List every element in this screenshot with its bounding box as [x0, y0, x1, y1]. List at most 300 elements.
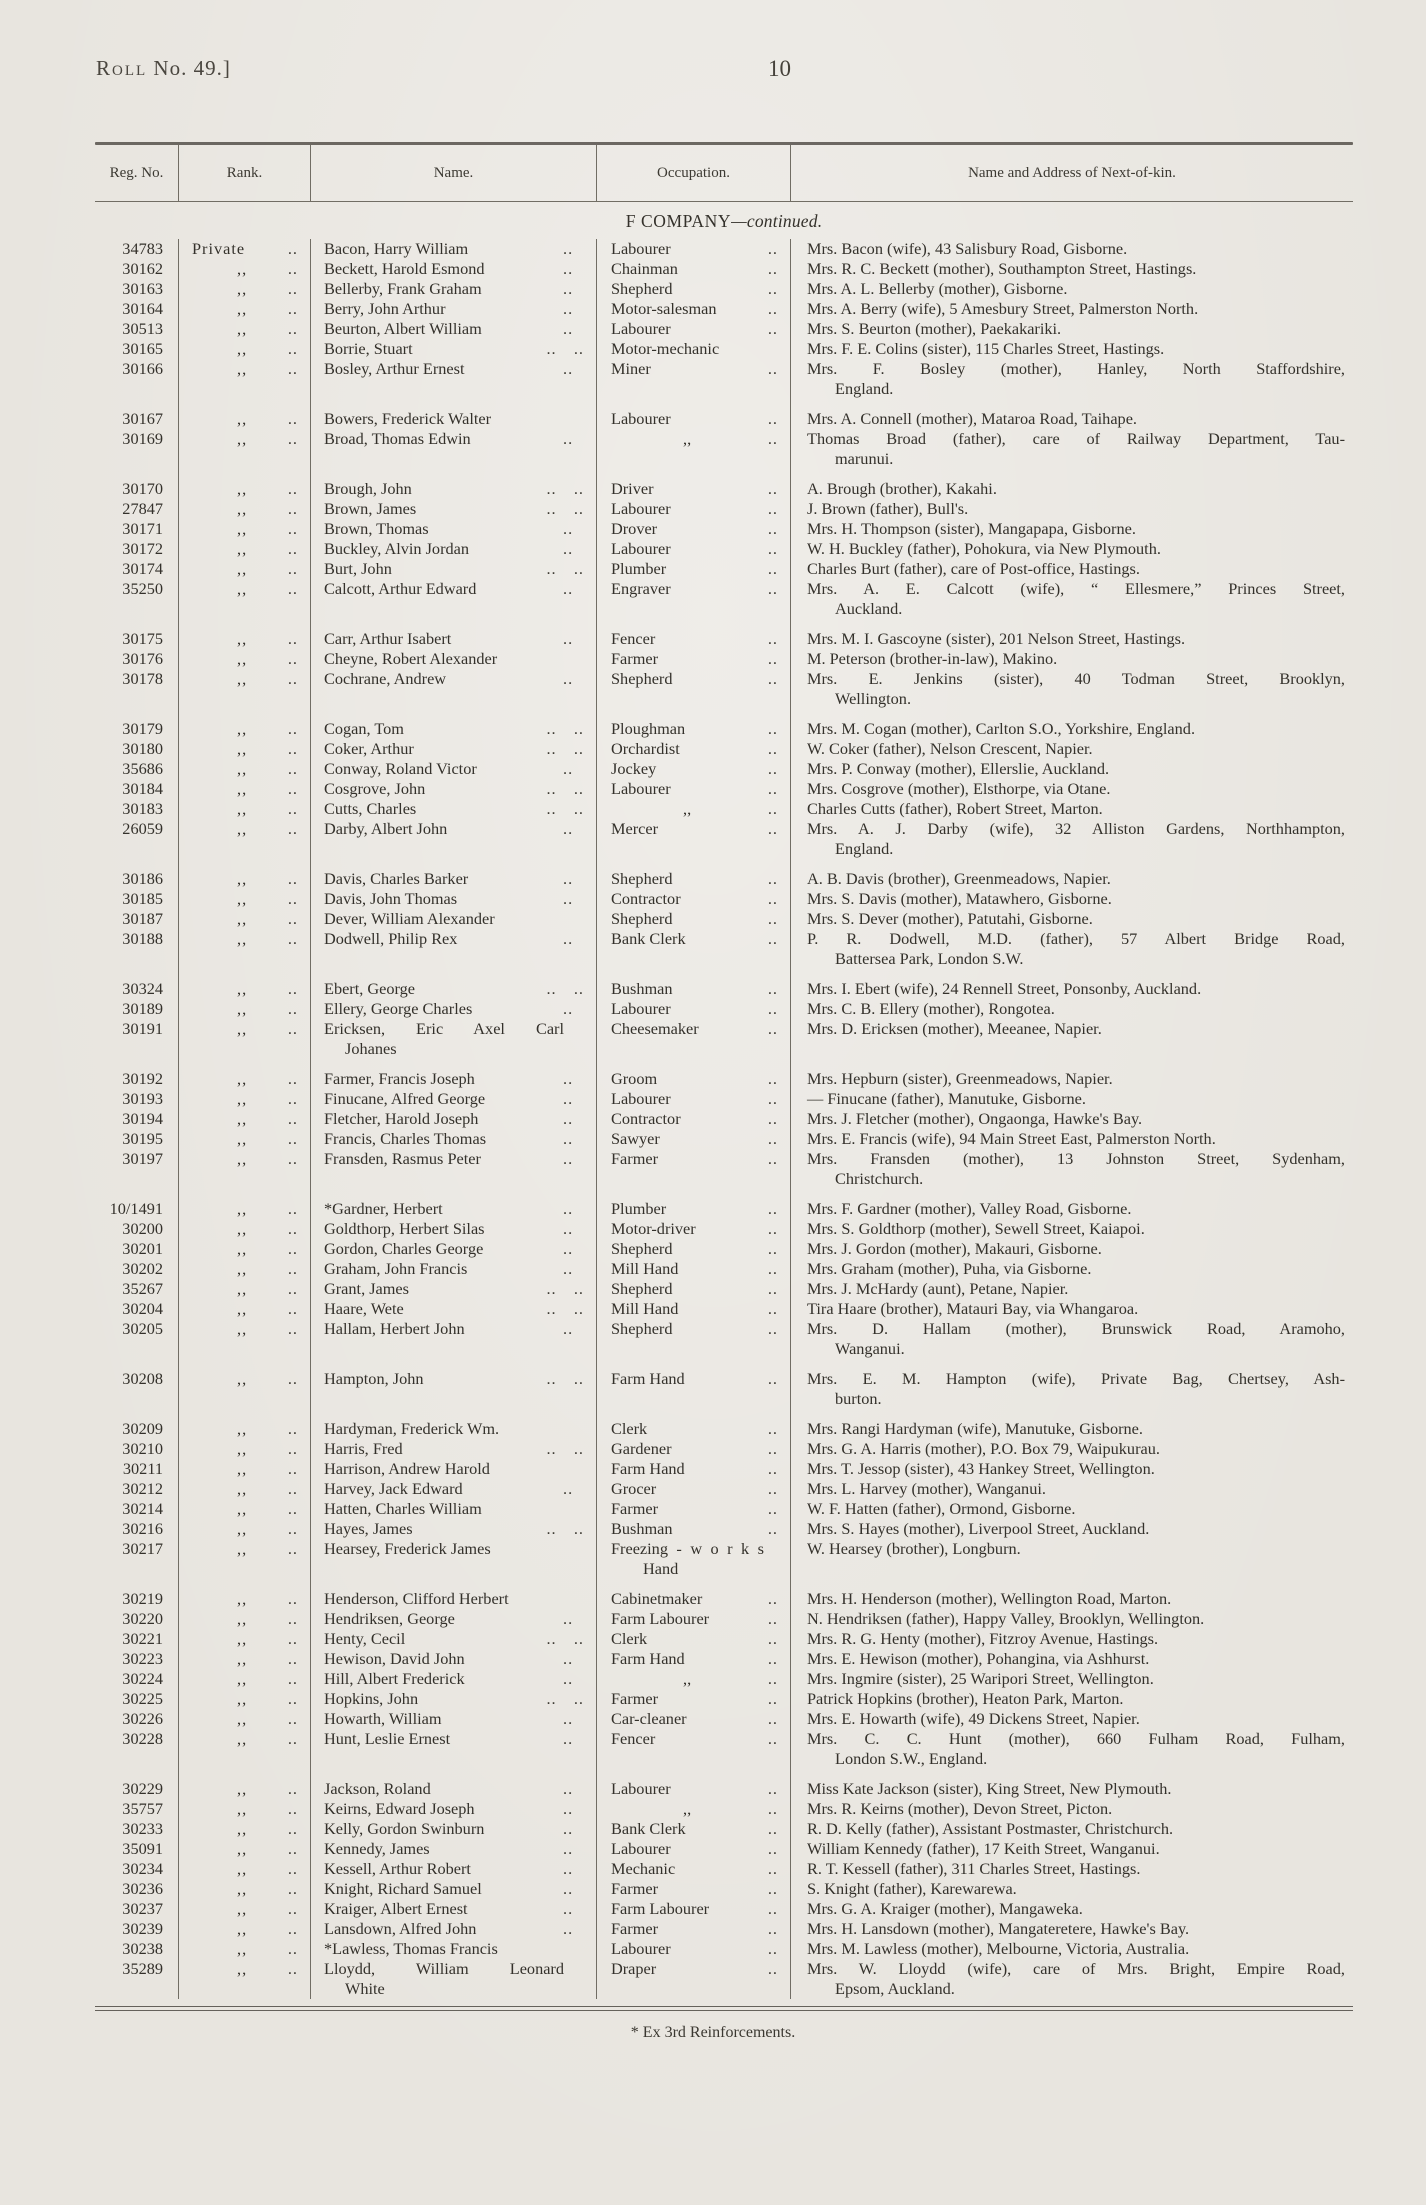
table-row — [95, 1149, 1353, 1189]
name-cell: Bacon, Harry William .. — [311, 239, 597, 259]
next-of-kin-text: Mrs. R. C. Beckett (mother), Southampton Street, Hastings. — [807, 259, 1197, 278]
leader-dots: .. — [767, 889, 778, 908]
next-of-kin-cell — [791, 1629, 1353, 1649]
rank-text: ,, — [237, 1459, 248, 1478]
name-cell — [311, 649, 597, 669]
next-of-kin-text: William Kennedy (father), 17 Keith Street, Wanganui. — [807, 1839, 1160, 1858]
name-cell — [311, 1689, 597, 1709]
rank-cell — [179, 579, 311, 619]
next-of-kin-text: Thomas Broad (father), care of Railway Department, Tau- — [807, 429, 1345, 448]
next-of-kin-cell — [791, 1479, 1353, 1499]
reg-no-cell: 30223 — [95, 1649, 179, 1669]
leader-dots: .. — [287, 1939, 298, 1958]
next-of-kin-text: Mrs. G. A. Harris (mother), P.O. Box 79, Waipukurau. — [807, 1439, 1160, 1458]
next-of-kin-cell — [791, 1959, 1353, 1999]
leader-dots: .. — [767, 279, 778, 298]
occupation-text: Shepherd — [611, 909, 673, 928]
next-of-kin-text: Mrs. A. Berry (wife), 5 Amesbury Street, Palmerston North. — [807, 299, 1199, 318]
occupation-text: Contractor — [611, 889, 681, 908]
next-of-kin-line2: England. — [835, 839, 894, 858]
table-row — [95, 1189, 1353, 1219]
reg-no-cell: 30170 — [95, 469, 179, 499]
next-of-kin-text: Mrs. Hepburn (sister), Greenmeadows, Napier. — [807, 1069, 1113, 1088]
next-of-kin-line2: England. — [835, 379, 894, 398]
occupation-cell — [597, 399, 791, 429]
name-cell: Davis, Charles Barker .. — [311, 859, 597, 889]
rank-text: ,, — [237, 1939, 248, 1958]
rank-cell — [179, 1839, 311, 1859]
name-cell — [311, 709, 597, 739]
next-of-kin-text: Mrs. S. Davis (mother), Matawhero, Gisborne. — [807, 889, 1112, 908]
name-text: Borrie, Stuart — [324, 339, 413, 358]
name-text: Knight, Richard Samuel — [324, 1879, 482, 1898]
leader-dots: .. — [287, 1089, 298, 1108]
occupation-text: Labourer — [611, 409, 671, 428]
next-of-kin-text: Mrs. W. Lloydd (wife), care of Mrs. Bright, Empire Road, — [807, 1959, 1345, 1978]
occupation-cell — [597, 239, 791, 259]
reg-no-cell: 30180 — [95, 739, 179, 759]
next-of-kin-text: Mrs. C. B. Ellery (mother), Rongotea. — [807, 999, 1055, 1018]
rank-text: ,, — [237, 1589, 248, 1608]
name-cell — [311, 1459, 597, 1479]
next-of-kin-text: Mrs. Rangi Hardyman (wife), Manutuke, Gisborne. — [807, 1419, 1143, 1438]
leader-dots: .. .. — [546, 1689, 584, 1708]
occupation-text: Ploughman — [611, 719, 686, 738]
next-of-kin-text: Mrs. J. Fletcher (mother), Ongaonga, Hawke's Bay. — [807, 1109, 1143, 1128]
leader-dots: .. — [287, 1219, 298, 1238]
rank-text: ,, — [237, 909, 248, 928]
occupation-cell — [597, 539, 791, 559]
table-row — [95, 1059, 1353, 1089]
name-cell — [311, 909, 597, 929]
occupation-cell — [597, 1459, 791, 1479]
reg-no-cell: 30228 — [95, 1729, 179, 1769]
leader-dots: .. .. — [546, 739, 584, 758]
next-of-kin-cell — [791, 1729, 1353, 1769]
occupation-cell — [597, 1109, 791, 1129]
rank-text: ,, — [237, 1899, 248, 1918]
occupation-cell — [597, 999, 791, 1019]
rank-cell — [179, 819, 311, 859]
name-text: Kraiger, Albert Ernest — [324, 1899, 468, 1918]
rank-text: ,, — [237, 339, 248, 358]
next-of-kin-cell — [791, 1459, 1353, 1479]
name-text: *Lawless, Thomas Francis — [324, 1939, 498, 1958]
leader-dots: .. — [287, 1499, 298, 1518]
occupation-cell — [597, 1919, 791, 1939]
table-row — [95, 1729, 1353, 1769]
leader-dots: .. — [767, 1899, 778, 1918]
leader-dots: .. .. — [546, 339, 584, 358]
name-text: Hopkins, John — [324, 1689, 419, 1708]
occupation-cell — [597, 1499, 791, 1519]
reg-no-cell: 30211 — [95, 1459, 179, 1479]
next-of-kin-cell — [791, 1519, 1353, 1539]
occupation-cell — [597, 649, 791, 669]
occupation-text: Farm Hand — [611, 1369, 685, 1388]
leader-dots: .. — [287, 759, 298, 778]
name-text: Henderson, Clifford Herbert — [324, 1589, 509, 1608]
name-text: Hunt, Leslie Ernest — [324, 1729, 451, 1748]
name-cell: Graham, John Francis .. — [311, 1259, 597, 1279]
name-text: Cosgrove, John — [324, 779, 426, 798]
occupation-cell — [597, 1149, 791, 1189]
leader-dots: .. .. — [546, 1279, 584, 1298]
reg-no-cell: 30210 — [95, 1439, 179, 1459]
leader-dots: .. .. — [546, 779, 584, 798]
reg-no-cell: 30204 — [95, 1299, 179, 1319]
leader-dots: .. — [287, 1729, 298, 1748]
name-cell: Kessell, Arthur Robert .. — [311, 1859, 597, 1879]
name-text: Brown, Thomas — [324, 519, 429, 538]
occupation-text: Motor-salesman — [611, 299, 717, 318]
next-of-kin-text: Mrs. E. M. Hampton (wife), Private Bag, Chertsey, Ash- — [807, 1369, 1345, 1388]
leader-dots: .. — [287, 559, 298, 578]
next-of-kin-cell — [791, 1859, 1353, 1879]
next-of-kin-cell — [791, 859, 1353, 889]
name-text: Beckett, Harold Esmond — [324, 259, 485, 278]
leader-dots: .. — [767, 1369, 778, 1388]
next-of-kin-text: — Finucane (father), Manutuke, Gisborne. — [807, 1089, 1086, 1108]
rank-cell — [179, 1629, 311, 1649]
rank-text: ,, — [237, 1479, 248, 1498]
table-row — [95, 1669, 1353, 1689]
reg-no-cell: 35757 — [95, 1799, 179, 1819]
leader-dots: .. — [287, 319, 298, 338]
table-row — [95, 1259, 1353, 1279]
rank-cell — [179, 1819, 311, 1839]
reg-no-cell: 30226 — [95, 1709, 179, 1729]
next-of-kin-cell — [791, 1879, 1353, 1899]
name-cell: Carr, Arthur Isabert .. — [311, 619, 597, 649]
occupation-cell — [597, 259, 791, 279]
next-of-kin-text: Mrs. F. Bosley (mother), Hanley, North Staffordshire, — [807, 359, 1345, 378]
name-cell: Beckett, Harold Esmond .. — [311, 259, 597, 279]
occupation-text: Labourer — [611, 1779, 671, 1798]
name-text: Calcott, Arthur Edward — [324, 579, 477, 598]
reg-no-cell: 30193 — [95, 1089, 179, 1109]
name-text: Cogan, Tom — [324, 719, 404, 738]
name-cell — [311, 1629, 597, 1649]
company-name: F COMPANY — [625, 211, 732, 231]
leader-dots: .. — [767, 799, 778, 818]
leader-dots: .. — [767, 629, 778, 648]
occupation-text: Bushman — [611, 1519, 673, 1538]
reg-no-cell: 35091 — [95, 1839, 179, 1859]
table-row — [95, 539, 1353, 559]
occupation-cell — [597, 1689, 791, 1709]
next-of-kin-cell — [791, 1319, 1353, 1359]
leader-dots: .. — [287, 629, 298, 648]
occupation-text: Clerk — [611, 1419, 648, 1438]
name-cell: Broad, Thomas Edwin .. — [311, 429, 597, 469]
name-text: Dever, William Alexander — [324, 909, 495, 928]
reg-no-cell: 30188 — [95, 929, 179, 969]
reg-no-cell: 35250 — [95, 579, 179, 619]
reg-no-cell: 30186 — [95, 859, 179, 889]
next-of-kin-cell — [791, 1409, 1353, 1439]
occupation-cell — [597, 429, 791, 469]
name-cell: Ellery, George Charles .. — [311, 999, 597, 1019]
rank-cell — [179, 1519, 311, 1539]
rank-text: ,, — [237, 759, 248, 778]
next-of-kin-cell — [791, 1499, 1353, 1519]
next-of-kin-cell — [791, 1819, 1353, 1839]
occupation-text: Shepherd — [611, 279, 673, 298]
reg-no-cell: 30197 — [95, 1149, 179, 1189]
leader-dots: .. — [287, 1779, 298, 1798]
rank-text: ,, — [237, 1839, 248, 1858]
reg-no-cell: 34783 — [95, 239, 179, 259]
reg-no-cell: 30176 — [95, 649, 179, 669]
rank-text: ,, — [237, 1959, 248, 1978]
occupation-cell — [597, 1839, 791, 1859]
occupation-text: Labourer — [611, 539, 671, 558]
rank-text: ,, — [237, 279, 248, 298]
rank-cell — [179, 909, 311, 929]
leader-dots: .. — [767, 1459, 778, 1478]
table-row — [95, 1799, 1353, 1819]
column-header-rank: Rank. — [179, 145, 311, 201]
rank-text: ,, — [237, 1219, 248, 1238]
name-text: Brough, John — [324, 479, 412, 498]
name-cell — [311, 1299, 597, 1319]
leader-dots: .. — [767, 259, 778, 278]
next-of-kin-text: Mrs. Cosgrove (mother), Elsthorpe, via Otane. — [807, 779, 1111, 798]
next-of-kin-line2: Battersea Park, London S.W. — [835, 949, 1024, 968]
leader-dots: .. — [287, 1459, 298, 1478]
name-text: Jackson, Roland — [324, 1779, 431, 1798]
name-text: Ellery, George Charles — [324, 999, 473, 1018]
name-cell: Finucane, Alfred George .. — [311, 1089, 597, 1109]
leader-dots: .. — [767, 319, 778, 338]
reg-no-cell: 30212 — [95, 1479, 179, 1499]
occupation-text: Farm Labourer — [611, 1609, 710, 1628]
occupation-text: Drover — [611, 519, 658, 538]
leader-dots: .. — [287, 1919, 298, 1938]
rank-text: ,, — [237, 1519, 248, 1538]
reg-no-cell: 30171 — [95, 519, 179, 539]
leader-dots: .. — [287, 1439, 298, 1458]
occupation-cell — [597, 1609, 791, 1629]
table-row — [95, 1709, 1353, 1729]
occupation-text: Labourer — [611, 239, 671, 258]
next-of-kin-text: Mrs. J. Gordon (mother), Makauri, Gisborne. — [807, 1239, 1102, 1258]
rank-text: ,, — [237, 1629, 248, 1648]
leader-dots: .. — [287, 1369, 298, 1388]
table-row — [95, 1629, 1353, 1649]
table-row — [95, 1939, 1353, 1959]
name-text: Lansdown, Alfred John — [324, 1919, 477, 1938]
leader-dots: .. — [767, 1069, 778, 1088]
rank-cell — [179, 929, 311, 969]
reg-no-cell: 30184 — [95, 779, 179, 799]
next-of-kin-text: Mrs. S. Beurton (mother), Paekakariki. — [807, 319, 1062, 338]
occupation-cell — [597, 579, 791, 619]
next-of-kin-cell — [791, 969, 1353, 999]
footnote: * Ex 3rd Reinforcements. — [630, 2024, 796, 2041]
rank-text: ,, — [237, 1319, 248, 1338]
next-of-kin-text: R. D. Kelly (father), Assistant Postmaster, Christchurch. — [807, 1819, 1174, 1838]
leader-dots: .. — [287, 1839, 298, 1858]
name-cell: Kelly, Gordon Swinburn .. — [311, 1819, 597, 1839]
occupation-text: Gardener — [611, 1439, 672, 1458]
name-cell: Harvey, Jack Edward .. — [311, 1479, 597, 1499]
leader-dots: .. — [287, 739, 298, 758]
leader-dots: .. — [767, 1319, 778, 1338]
table-row — [95, 359, 1353, 399]
rank-text: ,, — [237, 299, 248, 318]
rank-text: ,, — [237, 1149, 248, 1168]
leader-dots: .. — [767, 559, 778, 578]
leader-dots: .. — [287, 499, 298, 518]
next-of-kin-cell — [791, 1059, 1353, 1089]
reg-no-cell: 30200 — [95, 1219, 179, 1239]
next-of-kin-text: Mrs. C. C. Hunt (mother), 660 Fulham Road, Fulham, — [807, 1729, 1345, 1748]
next-of-kin-text: Mrs. I. Ebert (wife), 24 Rennell Street, Ponsonby, Auckland. — [807, 979, 1202, 998]
name-cell — [311, 1519, 597, 1539]
table-row — [95, 469, 1353, 499]
rank-cell — [179, 649, 311, 669]
reg-no-cell: 30216 — [95, 1519, 179, 1539]
rank-cell — [179, 1499, 311, 1519]
name-text: Henty, Cecil — [324, 1629, 406, 1648]
next-of-kin-text: S. Knight (father), Karewarewa. — [807, 1879, 1017, 1898]
leader-dots: .. — [767, 739, 778, 758]
leader-dots: .. — [287, 649, 298, 668]
name-cell: Brown, Thomas .. — [311, 519, 597, 539]
next-of-kin-line2: Wellington. — [835, 689, 912, 708]
rank-cell — [179, 669, 311, 709]
next-of-kin-line2: London S.W., England. — [835, 1749, 988, 1768]
next-of-kin-cell — [791, 319, 1353, 339]
leader-dots: .. — [287, 799, 298, 818]
table-row — [95, 929, 1353, 969]
name-text: Hewison, David John — [324, 1649, 465, 1668]
table-row — [95, 779, 1353, 799]
occupation-cell — [597, 1939, 791, 1959]
occupation-text: Motor-driver — [611, 1219, 696, 1238]
next-of-kin-cell — [791, 359, 1353, 399]
reg-no-cell: 30192 — [95, 1059, 179, 1089]
occupation-text: Plumber — [611, 559, 667, 578]
name-text: Ebert, George — [324, 979, 416, 998]
name-text: Bacon, Harry William — [324, 239, 469, 258]
leader-dots: .. .. — [546, 1439, 584, 1458]
table-row — [95, 1279, 1353, 1299]
occupation-cell — [597, 299, 791, 319]
rank-cell — [179, 1089, 311, 1109]
reg-no-cell: 30183 — [95, 799, 179, 819]
next-of-kin-text: Mrs. F. Gardner (mother), Valley Road, Gisborne. — [807, 1199, 1132, 1218]
name-text: Hearsey, Frederick James — [324, 1539, 491, 1558]
reg-no-cell: 30513 — [95, 319, 179, 339]
name-text: Kessell, Arthur Robert — [324, 1859, 471, 1878]
next-of-kin-text: Mrs. E. Jenkins (sister), 40 Todman Street, Brooklyn, — [807, 669, 1345, 688]
occupation-cell — [597, 1629, 791, 1649]
occupation-text: Fencer — [611, 629, 656, 648]
leader-dots: .. — [767, 1279, 778, 1298]
next-of-kin-cell — [791, 1019, 1353, 1059]
leader-dots: .. — [287, 909, 298, 928]
name-text: Kelly, Gordon Swinburn — [324, 1819, 485, 1838]
leader-dots: .. — [287, 999, 298, 1018]
rank-text: ,, — [237, 1259, 248, 1278]
name-cell — [311, 1499, 597, 1519]
rank-cell — [179, 1129, 311, 1149]
leader-dots: .. .. — [546, 1519, 584, 1538]
name-cell: Farmer, Francis Joseph .. — [311, 1059, 597, 1089]
rank-cell — [179, 1219, 311, 1239]
rank-cell — [179, 1579, 311, 1609]
leader-dots: .. — [767, 539, 778, 558]
name-text: Davis, John Thomas — [324, 889, 458, 908]
rank-text: ,, — [237, 479, 248, 498]
rank-text: ,, — [237, 1019, 248, 1038]
leader-dots: .. — [287, 579, 298, 598]
column-header-occupation: Occupation. — [597, 145, 791, 201]
next-of-kin-text: Mrs. M. Cogan (mother), Carlton S.O., Yorkshire, England. — [807, 719, 1196, 738]
next-of-kin-text: Mrs. S. Goldthorp (mother), Sewell Street, Kaiapoi. — [807, 1219, 1145, 1238]
leader-dots: .. — [767, 519, 778, 538]
leader-dots: .. — [287, 1959, 298, 1978]
leader-dots: .. — [287, 669, 298, 688]
rank-cell — [179, 889, 311, 909]
next-of-kin-cell — [791, 1579, 1353, 1609]
rank-cell — [179, 1299, 311, 1319]
rank-cell — [179, 1669, 311, 1689]
rank-text: ,, — [237, 1609, 248, 1628]
table-row — [95, 399, 1353, 429]
rank-text: ,, — [237, 519, 248, 538]
leader-dots: .. — [767, 1499, 778, 1518]
reg-no-cell: 30185 — [95, 889, 179, 909]
occupation-cell — [597, 1799, 791, 1819]
leader-dots: .. — [767, 1089, 778, 1108]
table-row — [95, 1439, 1353, 1459]
rank-cell — [179, 1959, 311, 1999]
leader-dots: .. — [767, 999, 778, 1018]
page-masthead — [96, 56, 1350, 98]
leader-dots: .. — [767, 1419, 778, 1438]
reg-no-cell: 30179 — [95, 709, 179, 739]
next-of-kin-cell — [791, 819, 1353, 859]
occupation-cell — [597, 339, 791, 359]
next-of-kin-cell — [791, 1359, 1353, 1409]
occupation-cell — [597, 889, 791, 909]
leader-dots: .. — [287, 1819, 298, 1838]
leader-dots: .. — [287, 869, 298, 888]
reg-no-cell: 30208 — [95, 1359, 179, 1409]
occupation-text: Contractor — [611, 1109, 681, 1128]
rank-cell — [179, 559, 311, 579]
occupation-text: ,, — [683, 1669, 692, 1688]
next-of-kin-cell — [791, 1279, 1353, 1299]
name-cell: Bosley, Arthur Ernest .. — [311, 359, 597, 399]
name-cell: Buckley, Alvin Jordan .. — [311, 539, 597, 559]
name-text: Harvey, Jack Edward — [324, 1479, 463, 1498]
occupation-text: Draper — [611, 1959, 657, 1978]
leader-dots: .. — [287, 539, 298, 558]
rank-cell — [179, 1649, 311, 1669]
occupation-cell — [597, 739, 791, 759]
occupation-cell — [597, 819, 791, 859]
leader-dots: .. — [767, 1149, 778, 1168]
name-cell: Gordon, Charles George .. — [311, 1239, 597, 1259]
leader-dots: .. — [287, 409, 298, 428]
next-of-kin-text: Mrs. F. E. Colins (sister), 115 Charles Street, Hastings. — [807, 339, 1165, 358]
next-of-kin-cell — [791, 1799, 1353, 1819]
